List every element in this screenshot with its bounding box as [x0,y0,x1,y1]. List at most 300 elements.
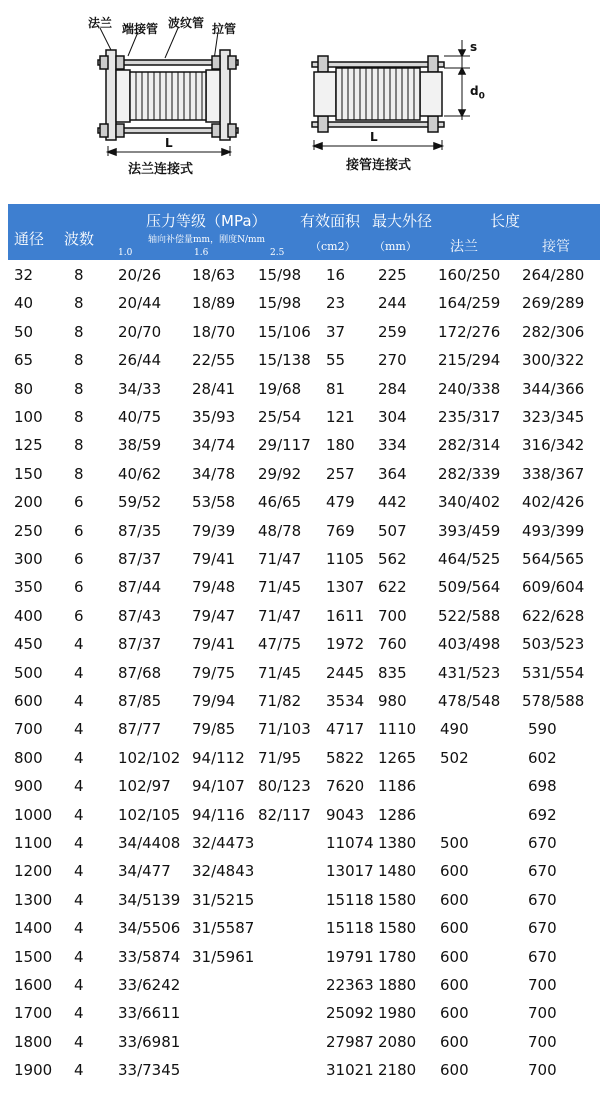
cell-length-flange: 600 [440,1032,469,1051]
table-row [0,319,600,349]
cell-length-pipe: 578/588 [522,692,585,710]
cell-waves: 4 [74,1032,84,1051]
cell-pressure-1-0: 33/6981 [118,1032,181,1051]
cell-pressure-2-5: 71/47 [258,606,302,625]
cell-length-flange: 240/338 [438,379,501,398]
table-row [0,716,600,746]
cell-max-od: 700 [378,606,407,625]
cell-diameter: 1000 [14,805,53,824]
cell-max-od: 244 [378,294,407,313]
cell-area: 9043 [326,805,365,824]
cell-pressure-1-0: 87/35 [118,521,162,540]
cell-area: 81 [326,379,346,398]
label-flange: 法兰 [88,16,113,30]
cell-length-flange: 500 [440,834,469,852]
cell-pressure-1-6: 32/4843 [192,862,255,881]
cell-max-od: 364 [378,464,407,483]
cell-area: 22363 [326,976,374,994]
cell-pressure-1-0: 33/6242 [118,976,181,994]
cell-pressure-2-5: 71/103 [258,720,311,739]
cell-area: 1105 [326,550,365,568]
cell-waves: 4 [74,1004,84,1023]
header-waves: 波数 [64,230,95,248]
cell-area: 7620 [326,777,365,796]
cell-length-flange: 172/276 [438,322,501,341]
header-max-od-unit: （mm） [374,240,417,253]
cell-pressure-1-0: 20/26 [118,266,162,284]
cell-max-od: 1186 [378,777,417,796]
cell-diameter: 800 [14,748,43,767]
cell-max-od: 1580 [378,890,417,909]
table-row [0,290,600,320]
cell-length-pipe: 609/604 [522,578,585,597]
cell-area: 16 [326,266,346,284]
cell-waves: 4 [74,976,84,994]
cell-waves: 8 [74,436,84,455]
cell-pressure-1-6: 31/5587 [192,919,255,938]
table-row [0,745,600,775]
cell-waves: 8 [74,294,84,313]
cell-pressure-1-6: 31/5961 [192,947,255,966]
cell-diameter: 40 [14,294,34,313]
cell-area: 1307 [326,578,365,597]
cell-pressure-1-0: 87/85 [118,692,162,710]
cell-pressure-1-0: 20/70 [118,322,162,341]
table-row [0,262,600,292]
cell-max-od: 2180 [378,1061,417,1080]
cell-max-od: 622 [378,578,407,597]
cell-length-pipe: 698 [528,777,557,796]
cell-pressure-1-0: 33/5874 [118,947,181,966]
header-pressure: 压力等级（MPa） [146,212,267,230]
cell-waves: 8 [74,408,84,426]
cell-max-od: 1265 [378,748,417,767]
cell-length-pipe: 264/280 [522,266,585,284]
cell-area: 2445 [326,663,365,682]
table-row [0,858,600,888]
table-row [0,802,600,832]
cell-pressure-1-0: 102/102 [118,748,181,767]
label-tie-rod: 拉管 [212,22,237,36]
cell-pressure-1-0: 34/5506 [118,919,181,938]
cell-length-pipe: 590 [528,720,557,739]
cell-area: 23 [326,294,346,313]
cell-area: 180 [326,436,355,455]
cell-pressure-2-5: 46/65 [258,493,302,512]
cell-waves: 6 [74,550,84,568]
cell-length-flange: 215/294 [438,351,501,370]
cell-length-flange: 490 [440,720,469,739]
cell-pressure-1-0: 59/52 [118,493,162,512]
cell-pressure-2-5: 71/45 [258,663,302,682]
cell-area: 13017 [326,862,374,881]
cell-pressure-1-0: 33/6611 [118,1004,181,1023]
cell-waves: 4 [74,635,84,654]
cell-length-pipe: 700 [528,1004,557,1023]
cell-diameter: 300 [14,550,43,568]
cell-length-pipe: 602 [528,748,557,767]
cell-area: 15118 [326,890,374,909]
cell-length-flange: 600 [440,976,469,994]
cell-pressure-2-5: 25/54 [258,408,302,426]
cell-max-od: 760 [378,635,407,654]
table-row [0,944,600,974]
cell-waves: 6 [74,578,84,597]
cell-waves: 4 [74,805,84,824]
cell-length-flange: 600 [440,947,469,966]
table-row [0,518,600,548]
label-s: s [470,40,478,54]
cell-waves: 8 [74,379,84,398]
header-max-od: 最大外径 [372,212,433,230]
table-row [0,1000,600,1030]
cell-diameter: 1300 [14,890,53,909]
table-row [0,1029,600,1059]
cell-pressure-1-6: 32/4473 [192,834,255,852]
table-row [0,830,600,860]
cell-pressure-1-6: 94/112 [192,748,245,767]
cell-area: 31021 [326,1061,374,1080]
cell-pressure-1-6: 34/74 [192,436,236,455]
cell-length-pipe: 402/426 [522,493,585,512]
cell-length-pipe: 564/565 [522,550,585,568]
cell-area: 257 [326,464,355,483]
header-pressure-3: 2.5 [270,248,285,258]
cell-length-flange: 282/314 [438,436,501,455]
cell-max-od: 2080 [378,1032,417,1051]
cell-pressure-2-5: 71/95 [258,748,302,767]
cell-length-flange: 478/548 [438,692,501,710]
cell-length-pipe: 670 [528,947,557,966]
cell-length-flange: 160/250 [438,266,501,284]
cell-waves: 4 [74,834,84,852]
cell-waves: 6 [74,606,84,625]
cell-waves: 8 [74,322,84,341]
cell-max-od: 980 [378,692,407,710]
cell-length-flange: 282/339 [438,464,501,483]
cell-area: 25092 [326,1004,374,1023]
cell-pressure-2-5: 48/78 [258,521,302,540]
cell-diameter: 250 [14,521,43,540]
cell-diameter: 1200 [14,862,53,881]
header-diameter: 通径 [14,230,45,248]
cell-waves: 6 [74,493,84,512]
cell-length-pipe: 531/554 [522,663,585,682]
cell-pressure-2-5: 82/117 [258,805,311,824]
cell-pressure-1-6: 79/85 [192,720,236,739]
table-row [0,489,600,519]
cell-length-pipe: 338/367 [522,464,585,483]
cell-diameter: 1100 [14,834,53,852]
cell-max-od: 259 [378,322,407,341]
cell-length-pipe: 344/366 [522,379,585,398]
cell-diameter: 1600 [14,976,53,994]
cell-waves: 6 [74,521,84,540]
cell-length-flange: 464/525 [438,550,501,568]
cell-pressure-1-6: 79/75 [192,663,236,682]
cell-diameter: 125 [14,436,43,455]
cell-diameter: 600 [14,692,43,710]
cell-waves: 4 [74,947,84,966]
cell-length-pipe: 493/399 [522,521,585,540]
cell-length-pipe: 622/628 [522,606,585,625]
table-row [0,404,600,434]
cell-length-flange: 600 [440,1004,469,1023]
cell-length-flange: 502 [440,748,469,767]
header-pressure-1: 1.0 [118,248,133,258]
table-row [0,347,600,377]
cell-length-flange: 509/564 [438,578,501,597]
technical-drawings [0,0,600,200]
cell-length-flange: 340/402 [438,493,501,512]
cell-length-pipe: 700 [528,1032,557,1051]
cell-waves: 4 [74,748,84,767]
table-row [0,631,600,661]
label-d0-subscript: 0 [478,91,485,102]
cell-length-pipe: 300/322 [522,351,585,370]
cell-pressure-2-5: 15/106 [258,322,311,341]
cell-pressure-1-0: 87/43 [118,606,162,625]
cell-waves: 8 [74,464,84,483]
cell-max-od: 1380 [378,834,417,852]
pipe-connection-diagram [312,40,470,150]
cell-max-od: 225 [378,266,407,284]
cell-max-od: 1580 [378,919,417,938]
cell-pressure-1-6: 22/55 [192,351,236,370]
table-row [0,546,600,576]
cell-length-pipe: 316/342 [522,436,585,455]
cell-diameter: 350 [14,578,43,597]
cell-pressure-1-0: 87/68 [118,663,162,682]
cell-max-od: 304 [378,408,407,426]
cell-pressure-1-6: 18/63 [192,266,236,284]
cell-pressure-2-5: 15/98 [258,266,302,284]
table-row [0,915,600,945]
cell-area: 121 [326,408,355,426]
label-length-right: L [370,130,378,144]
cell-area: 27987 [326,1032,374,1051]
cell-diameter: 32 [14,266,34,284]
label-bellows: 波纹管 [168,16,205,30]
cell-diameter: 1500 [14,947,53,966]
cell-max-od: 334 [378,436,407,455]
table-row [0,461,600,491]
cell-length-flange: 522/588 [438,606,501,625]
cell-diameter: 80 [14,379,34,398]
table-row [0,688,600,718]
cell-length-flange: 600 [440,1061,469,1080]
cell-pressure-1-0: 34/4408 [118,834,181,852]
cell-length-pipe: 282/306 [522,322,585,341]
cell-pressure-2-5: 80/123 [258,777,311,796]
cell-pressure-1-0: 38/59 [118,436,162,455]
cell-pressure-1-6: 53/58 [192,493,236,512]
cell-pressure-1-0: 102/97 [118,777,171,796]
cell-waves: 4 [74,777,84,796]
cell-pressure-1-6: 79/48 [192,578,236,597]
cell-waves: 8 [74,351,84,370]
label-d0: $d_0$ [470,84,485,102]
cell-length-pipe: 269/289 [522,294,585,313]
cell-pressure-1-6: 34/78 [192,464,236,483]
cell-length-pipe: 692 [528,805,557,824]
header-length-flange: 法兰 [450,239,478,255]
cell-area: 37 [326,322,346,341]
cell-diameter: 150 [14,464,43,483]
cell-pressure-1-0: 20/44 [118,294,162,313]
cell-length-flange: 600 [440,890,469,909]
cell-diameter: 700 [14,720,43,739]
cell-diameter: 1800 [14,1032,53,1051]
cell-pressure-2-5: 15/138 [258,351,311,370]
cell-pressure-1-6: 79/39 [192,521,236,540]
cell-waves: 4 [74,919,84,938]
label-end-pipe: 端接管 [122,22,159,36]
cell-max-od: 507 [378,521,407,540]
table-header [8,204,600,260]
cell-waves: 4 [74,720,84,739]
cell-diameter: 400 [14,606,43,625]
cell-max-od: 1286 [378,805,417,824]
table-row [0,432,600,462]
header-area-unit: （cm2） [310,240,356,253]
cell-pressure-1-0: 34/5139 [118,890,181,909]
cell-area: 11074 [326,834,374,852]
cell-pressure-2-5: 71/45 [258,578,302,597]
table-row [0,376,600,406]
cell-diameter: 450 [14,635,43,654]
cell-pressure-1-6: 94/116 [192,805,245,824]
cell-area: 4717 [326,720,365,739]
cell-diameter: 1400 [14,919,53,938]
cell-max-od: 562 [378,550,407,568]
table-row [0,887,600,917]
cell-pressure-1-6: 79/94 [192,692,236,710]
cell-area: 1611 [326,606,365,625]
cell-waves: 4 [74,663,84,682]
cell-area: 15118 [326,919,374,938]
cell-max-od: 270 [378,351,407,370]
cell-pressure-1-6: 18/70 [192,322,236,341]
cell-pressure-1-0: 40/75 [118,408,162,426]
cell-pressure-1-0: 102/105 [118,805,181,824]
cell-length-pipe: 700 [528,1061,557,1080]
cell-pressure-1-0: 34/477 [118,862,171,881]
cell-max-od: 442 [378,493,407,512]
cell-pressure-2-5: 71/47 [258,550,302,568]
cell-area: 55 [326,351,346,370]
cell-length-flange: 600 [440,862,469,881]
cell-pressure-1-6: 94/107 [192,777,245,796]
cell-pressure-1-0: 40/62 [118,464,162,483]
cell-pressure-2-5: 71/82 [258,692,302,710]
cell-pressure-1-6: 35/93 [192,408,236,426]
caption-pipe-type: 接管连接式 [346,158,412,173]
caption-flange-type: 法兰连接式 [128,162,194,177]
cell-pressure-1-6: 31/5215 [192,890,255,909]
cell-length-pipe: 503/523 [522,635,585,654]
cell-pressure-1-0: 87/77 [118,720,162,739]
cell-waves: 4 [74,692,84,710]
cell-area: 5822 [326,748,365,767]
cell-area: 3534 [326,692,365,710]
cell-length-pipe: 670 [528,862,557,881]
table-row [0,603,600,633]
cell-area: 479 [326,493,355,512]
cell-pressure-1-0: 87/37 [118,635,162,654]
cell-area: 769 [326,521,355,540]
cell-pressure-1-0: 33/7345 [118,1061,181,1080]
cell-pressure-1-0: 34/33 [118,379,162,398]
cell-area: 19791 [326,947,374,966]
cell-pressure-2-5: 19/68 [258,379,302,398]
header-area: 有效面积 [300,212,361,230]
cell-length-flange: 393/459 [438,521,501,540]
cell-area: 1972 [326,635,365,654]
header-length-pipe: 接管 [542,239,570,255]
cell-pressure-1-0: 26/44 [118,351,162,370]
cell-diameter: 1700 [14,1004,53,1023]
cell-max-od: 1780 [378,947,417,966]
header-pressure-2: 1.6 [194,248,209,258]
cell-diameter: 100 [14,408,43,426]
header-length: 长度 [490,212,521,230]
table-row [0,972,600,1002]
cell-pressure-1-6: 79/47 [192,606,236,625]
cell-max-od: 1980 [378,1004,417,1023]
cell-pressure-1-6: 79/41 [192,635,236,654]
cell-max-od: 1110 [378,720,417,739]
cell-diameter: 500 [14,663,43,682]
cell-length-pipe: 323/345 [522,408,585,426]
cell-pressure-2-5: 29/117 [258,436,311,455]
table-row [0,1057,600,1087]
cell-length-flange: 235/317 [438,408,501,426]
label-length-left: L [165,136,173,150]
cell-length-flange: 600 [440,919,469,938]
cell-waves: 4 [74,890,84,909]
cell-pressure-1-0: 87/44 [118,578,162,597]
table-row [0,660,600,690]
cell-waves: 4 [74,862,84,881]
cell-length-pipe: 670 [528,890,557,909]
cell-pressure-2-5: 47/75 [258,635,302,654]
table-row [0,574,600,604]
cell-diameter: 50 [14,322,34,341]
cell-waves: 4 [74,1061,84,1080]
cell-waves: 8 [74,266,84,284]
cell-max-od: 1880 [378,976,417,994]
cell-length-flange: 431/523 [438,663,501,682]
cell-diameter: 900 [14,777,43,796]
table-row [0,773,600,803]
header-pressure-note: 轴向补偿量mm，刚度N/mm [148,235,266,245]
cell-pressure-2-5: 29/92 [258,464,302,483]
cell-pressure-2-5: 15/98 [258,294,302,313]
cell-length-pipe: 670 [528,834,557,852]
cell-max-od: 284 [378,379,407,398]
cell-max-od: 1480 [378,862,417,881]
cell-pressure-1-6: 28/41 [192,379,236,398]
cell-diameter: 200 [14,493,43,512]
cell-diameter: 65 [14,351,34,370]
cell-length-pipe: 700 [528,976,557,994]
cell-pressure-1-6: 79/41 [192,550,236,568]
cell-pressure-1-6: 18/89 [192,294,236,313]
cell-length-pipe: 670 [528,919,557,938]
cell-pressure-1-0: 87/37 [118,550,162,568]
cell-diameter: 1900 [14,1061,53,1080]
